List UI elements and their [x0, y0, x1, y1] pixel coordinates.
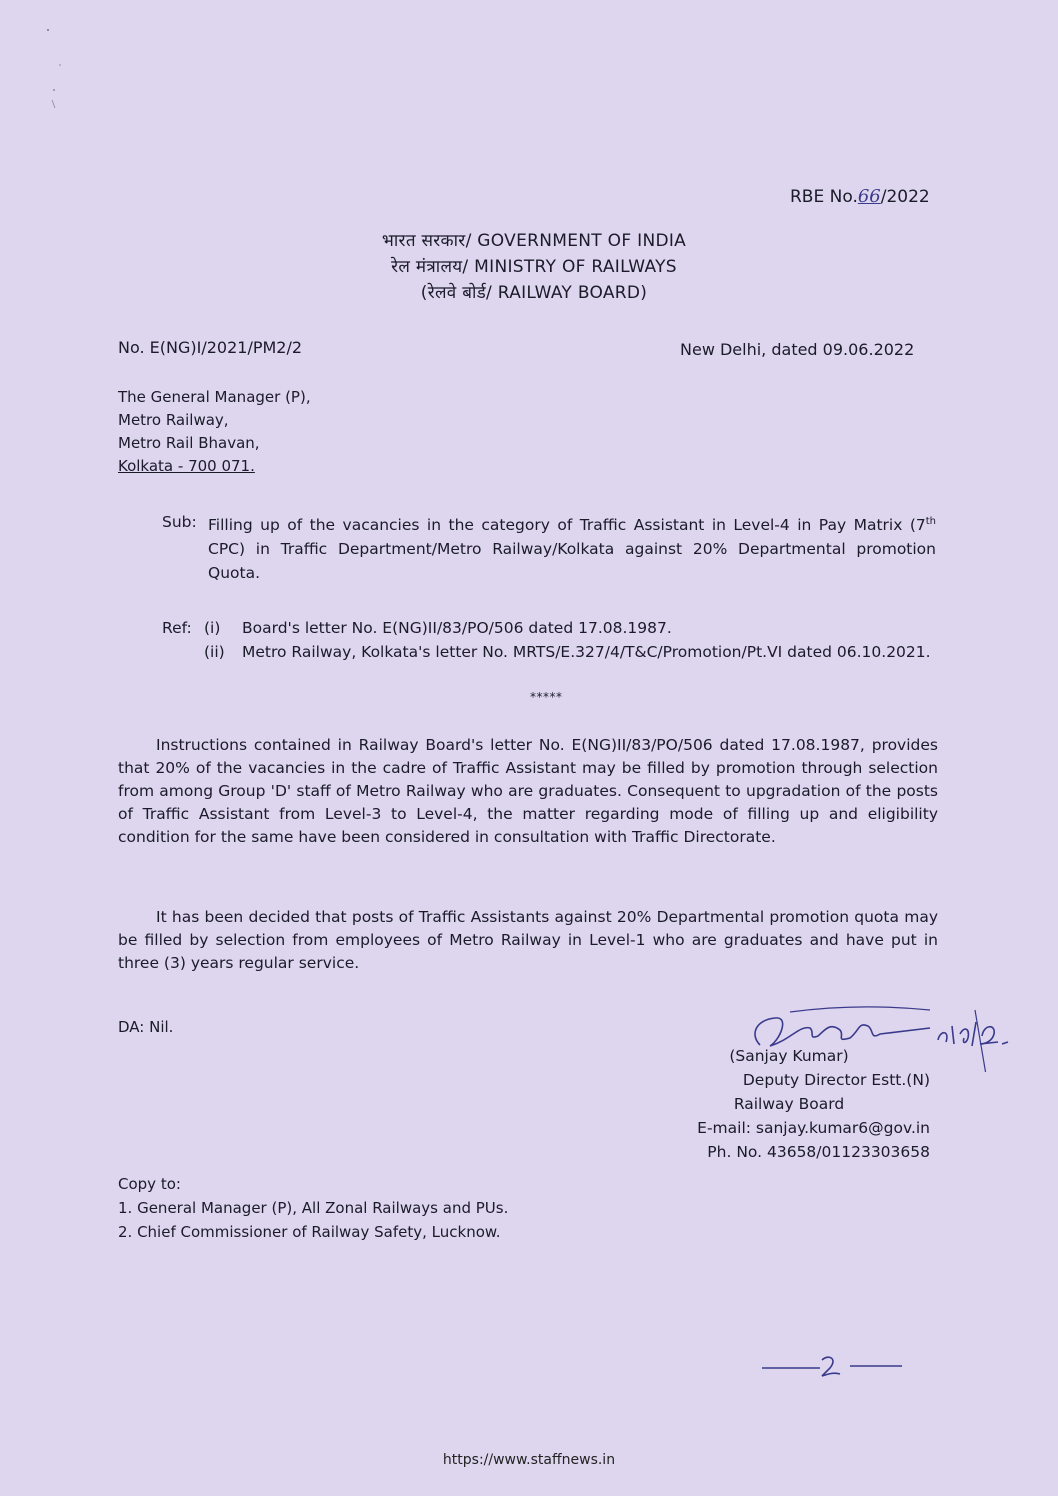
- letter-number: No. E(NG)I/2021/PM2/2: [118, 338, 303, 357]
- letterhead-ministry: रेल मंत्रालय/ MINISTRY OF RAILWAYS: [391, 257, 677, 277]
- letterhead-board: (रेलवे बोर्ड/ RAILWAY BOARD): [420, 283, 648, 303]
- separator: *****: [530, 690, 563, 704]
- body-paragraph: It has been decided that posts of Traffic Assistants against 20% Departmental promotion quota may be filled by selection from employees of Metro Railway in Level-1 who are graduates and have put in three (3) years regular service.: [118, 908, 938, 972]
- letter-date: New Delhi, dated 09.06.2022: [680, 340, 915, 359]
- enclosure-note: DA: Nil.: [118, 1018, 174, 1036]
- letterhead-government: भारत सरकार/ GOVERNMENT OF INDIA: [381, 231, 687, 251]
- rbe-prefix: RBE No.: [790, 187, 858, 207]
- signatory-phone: Ph. No. 43658/01123303658: [707, 1143, 930, 1161]
- copy-to: [118, 1172, 508, 1244]
- address-line: Kolkata - 700 071.: [118, 457, 255, 475]
- reference-item: Board's letter No. E(NG)II/83/PO/506 dated 17.08.1987.: [242, 619, 672, 637]
- copy-to-label: Copy to:: [118, 1175, 181, 1193]
- copy-to-item: 2. Chief Commissioner of Railway Safety, Lucknow.: [118, 1223, 501, 1241]
- signatory-designation: Deputy Director Estt.(N): [742, 1071, 930, 1089]
- rbe-handwritten-number: 66: [857, 186, 881, 207]
- rbe-number: [790, 186, 930, 207]
- address-line: Metro Railway,: [118, 411, 229, 429]
- subject-text: Filling up of the vacancies in the category of Traffic Assistant in Level-4 in Pay Matrix (7th CPC) in Traffic Department/Metro Railway/Kolkata against 20% Departmental promotion Quota.: [208, 516, 936, 583]
- reference-label: Ref:: [162, 619, 192, 637]
- handwritten-page-number: [760, 1350, 910, 1380]
- signatory-email: E-mail: sanjay.kumar6@gov.in: [697, 1119, 930, 1137]
- reference-number: (ii): [204, 643, 225, 661]
- body-paragraph: Instructions contained in Railway Board's letter No. E(NG)II/83/PO/506 dated 17.08.1987, provides that 20% of the vacancies in the cadre of Traffic Assistant may be filled by promotion through selection from among Group 'D' staff of Metro Railway who are graduates. Consequent to upgradation of the posts of Traffic Assistant from Level-3 to Level-4, the matter regarding mode of filling up and eligibility condition for the same have been considered in consultation with Traffic Directorate.: [118, 736, 938, 846]
- recipient-address: [118, 386, 311, 478]
- reference-number: (i): [204, 619, 221, 637]
- copy-to-item: 1. General Manager (P), All Zonal Railways and PUs.: [118, 1199, 509, 1217]
- references: [162, 616, 942, 664]
- letterhead: [0, 228, 1058, 306]
- signatory-name: (Sanjay Kumar): [729, 1047, 849, 1065]
- signatory-office: Railway Board: [733, 1095, 845, 1113]
- address-line: The General Manager (P),: [118, 388, 311, 406]
- signatory-block: [648, 1044, 930, 1164]
- subject-label: Sub:: [162, 513, 197, 531]
- footer-url: https://www.staffnews.in: [442, 1452, 616, 1468]
- scan-specks: [40, 20, 80, 120]
- reference-item: Metro Railway, Kolkata's letter No. MRTS/E.327/4/T&C/Promotion/Pt.VI dated 06.10.2021.: [242, 643, 931, 661]
- address-line: Metro Rail Bhavan,: [118, 434, 260, 452]
- rbe-year: /2022: [880, 187, 930, 207]
- subject: [162, 510, 942, 585]
